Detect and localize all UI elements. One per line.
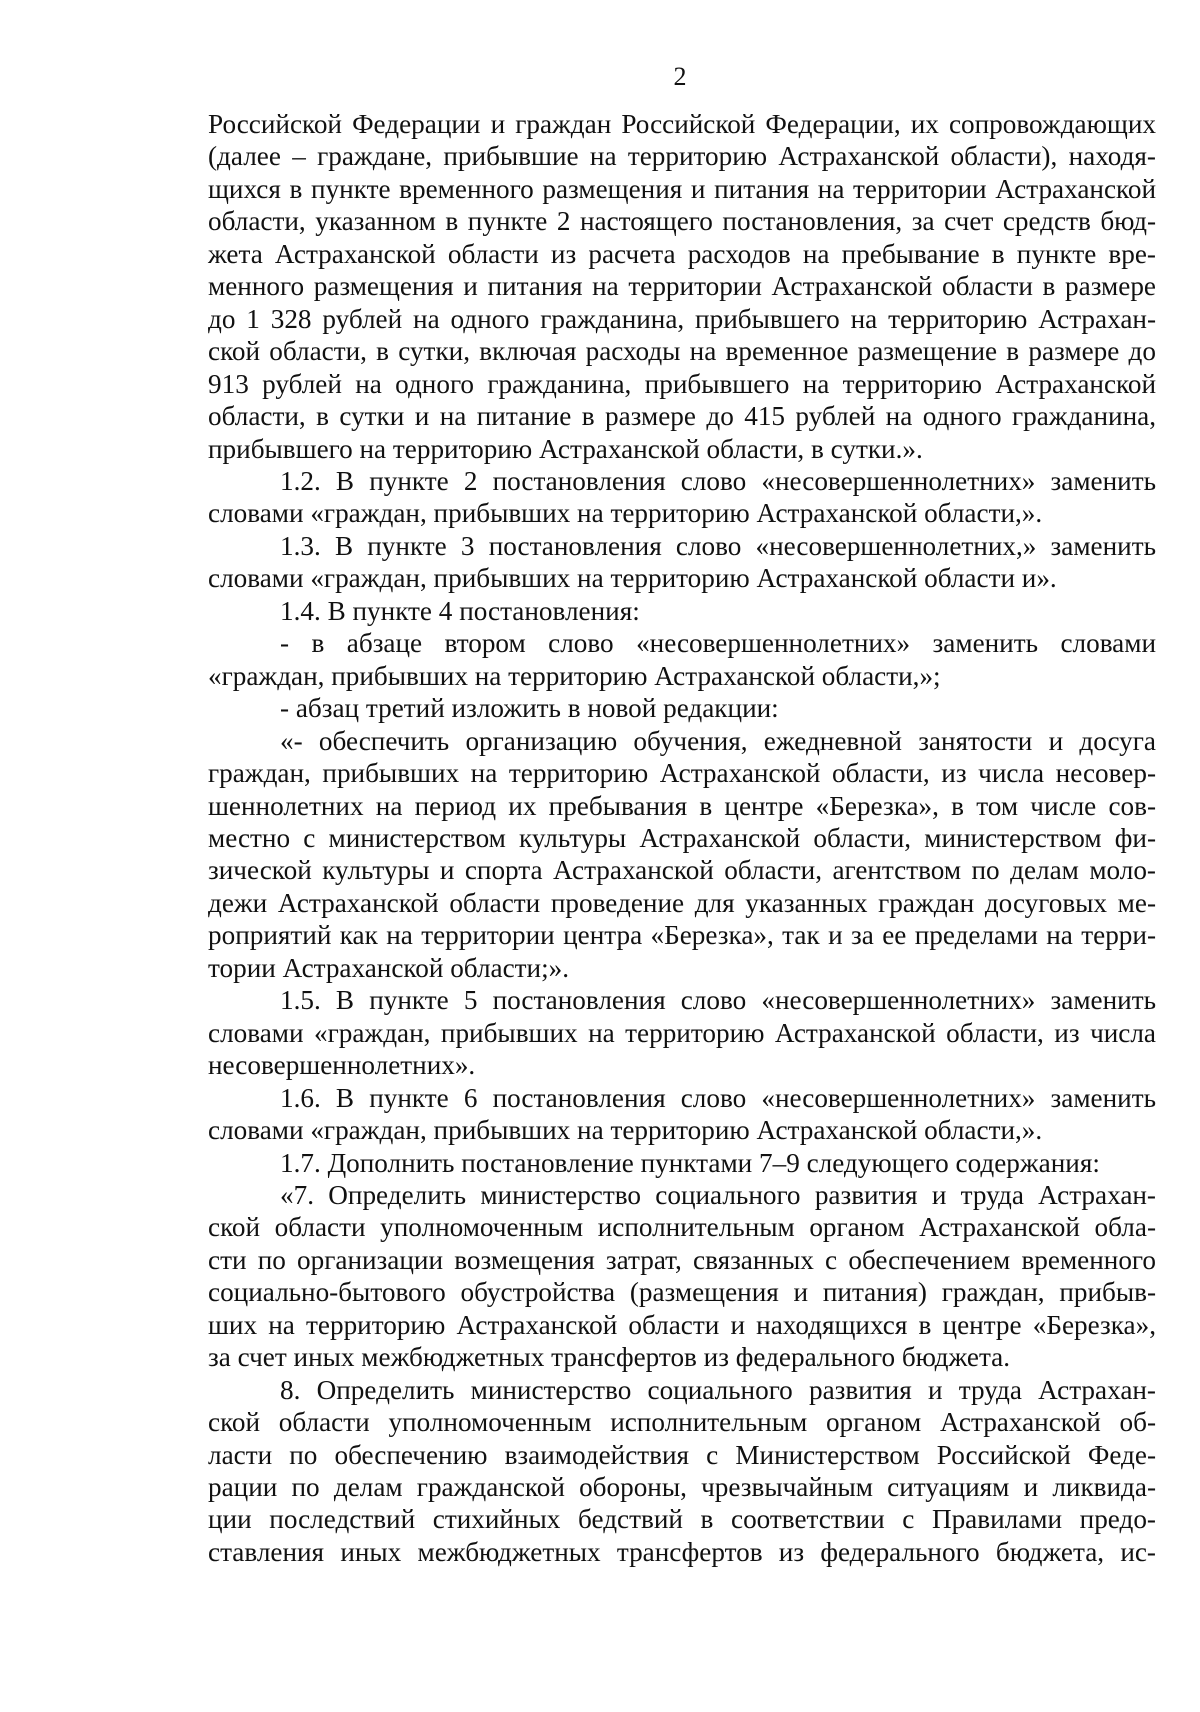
text-line: ской области, в сутки, включая расходы на временное размещение в размере до: [208, 336, 1156, 367]
text-line: Российской Федерации и граждан Российской Федерации, их сопровождающих: [208, 109, 1156, 139]
text-line: «7. Определить министерство социального развития и труда Астрахан-: [280, 1179, 1156, 1210]
text-line: роприятий как на территории центра «Березка», так и за ее пределами на терри-: [208, 920, 1156, 951]
text-line: 8. Определить министерство социального развития и труда Астрахан-: [280, 1374, 1156, 1405]
text-line: 1.3. В пункте 3 постановления слово «несовершеннолетних,» заменить: [280, 530, 1156, 561]
text-line: шеннолетних на период их пребывания в центре «Березка», в том числе сов-: [208, 790, 1156, 821]
text-line: ших на территорию Астраханской области и находящихся в центре «Березка»,: [208, 1309, 1156, 1340]
text-line: прибывшего на территорию Астраханской области, в сутки.».: [208, 433, 923, 464]
text-line: дежи Астраханской области проведение для указанных граждан досуговых ме-: [208, 887, 1156, 918]
text-line: социально-бытового обустройства (размещения и питания) граждан, прибыв-: [208, 1277, 1156, 1308]
text-line: словами «граждан, прибывших на территорию Астраханской области, из числа: [208, 1017, 1156, 1048]
text-line: ласти по обеспечению взаимодействия с Министерством Российской Феде-: [208, 1439, 1156, 1470]
text-line: ской области уполномоченным исполнительным органом Астраханской об-: [208, 1407, 1156, 1438]
text-line: менного размещения и питания на территории Астраханской области в размере: [208, 271, 1156, 302]
text-line: жета Астраханской области из расчета расходов на пребывание в пункте вре-: [208, 238, 1156, 269]
text-line: тории Астраханской области;».: [208, 952, 570, 983]
document-body: [208, 108, 1156, 1568]
text-line: «граждан, прибывших на территорию Астраханской области,»;: [208, 660, 941, 691]
text-line: области, указанном в пункте 2 настоящего постановления, за счет средств бюд-: [208, 206, 1156, 237]
text-line: 913 рублей на одного гражданина, прибывшего на территорию Астраханской: [208, 368, 1156, 399]
text-line: 1.2. В пункте 2 постановления слово «несовершеннолетних» заменить: [280, 465, 1156, 496]
text-line: несовершеннолетних».: [208, 1050, 476, 1081]
text-line: щихся в пункте временного размещения и питания на территории Астраханской: [208, 173, 1156, 204]
text-line: ции последствий стихийных бедствий в соответствии с Правилами предо-: [208, 1504, 1156, 1535]
text-line: до 1 328 рублей на одного гражданина, прибывшего на территорию Астрахан-: [208, 303, 1156, 334]
text-line: за счет иных межбюджетных трансфертов из федерального бюджета.: [208, 1342, 1011, 1373]
text-line: 1.6. В пункте 6 постановления слово «несовершеннолетних» заменить: [280, 1082, 1156, 1113]
text-line: рации по делам гражданской обороны, чрезвычайным ситуациям и ликвида-: [208, 1472, 1156, 1503]
text-line: словами «граждан, прибывших на территорию Астраханской области,».: [208, 498, 1043, 529]
text-line: ской области уполномоченным исполнительным органом Астраханской обла-: [208, 1212, 1156, 1243]
text-line: (далее – граждане, прибывшие на территорию Астраханской области), находя-: [208, 141, 1156, 172]
text-line: ставления иных межбюджетных трансфертов из федерального бюджета, ис-: [208, 1536, 1156, 1567]
text-line: 1.4. В пункте 4 постановления:: [280, 595, 640, 626]
text-line: зической культуры и спорта Астраханской области, агентством по делам моло-: [208, 855, 1156, 886]
text-line: «- обеспечить организацию обучения, ежедневной занятости и досуга: [280, 725, 1156, 756]
text-line: 1.5. В пункте 5 постановления слово «несовершеннолетних» заменить: [280, 985, 1156, 1016]
text-line: словами «граждан, прибывших на территорию Астраханской области,».: [208, 1115, 1043, 1146]
text-line: граждан, прибывших на территорию Астраханской области, из числа несовер-: [208, 758, 1156, 789]
text-line: словами «граждан, прибывших на территорию Астраханской области и».: [208, 563, 1057, 594]
text-line: сти по организации возмещения затрат, связанных с обеспечением временного: [208, 1244, 1156, 1275]
text-line: - в абзаце втором слово «несовершеннолетних» заменить словами: [280, 628, 1156, 659]
text-line: местно с министерством культуры Астраханской области, министерством фи-: [208, 822, 1156, 853]
page-number: 2: [673, 62, 687, 91]
text-line: 1.7. Дополнить постановление пунктами 7–9 следующего содержания:: [280, 1147, 1100, 1178]
text-line: области, в сутки и на питание в размере до 415 рублей на одного гражданина,: [208, 401, 1156, 432]
text-line: - абзац третий изложить в новой редакции:: [280, 693, 779, 724]
